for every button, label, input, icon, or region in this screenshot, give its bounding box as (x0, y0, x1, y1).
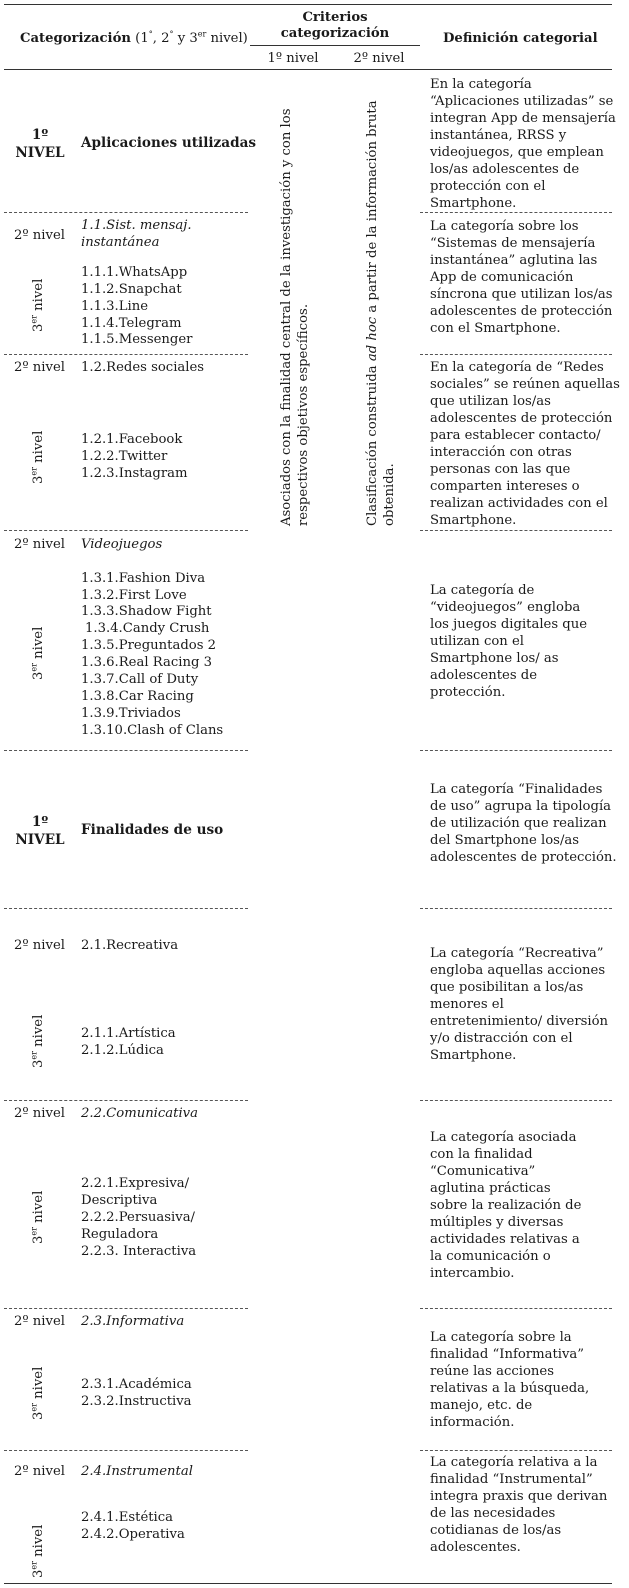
group-2-3-name: 2.3.Informativa (81, 1314, 185, 1329)
item-2-2-1b: Descriptiva (81, 1193, 158, 1208)
criterios-rule (250, 45, 420, 46)
group-2-1-level3: 3er nivel (29, 1014, 46, 1068)
col1-levels: (1°, 2° y 3er nivel) (135, 29, 248, 46)
item-1-3-10: 1.3.10.Clash of Clans (81, 723, 224, 738)
item-2-2-1: 2.2.1.Expresiva/ (81, 1176, 190, 1191)
divider-6-def (420, 1308, 612, 1309)
item-2-3-2: 2.3.2.Instructiva (81, 1394, 192, 1409)
item-1-3-9: 1.3.9.Triviados (81, 706, 181, 721)
divider-3-def (420, 530, 612, 531)
divider-5-def (420, 1100, 612, 1101)
group-2-3-level2: 2º nivel (14, 1314, 65, 1329)
divider-1 (4, 212, 248, 213)
group-2-2-definition: La categoría asociada con la finalidad “Comunicativa” aglutina prácticas sobre la realización de múltiples y diversas actividades relativas a la comunicación o intercambio. (430, 1130, 582, 1281)
group-1-3-level2: 2º nivel (14, 537, 65, 552)
item-1-1-1: 1.1.1.WhatsApp (81, 265, 188, 280)
group-2-1-level2: 2º nivel (14, 938, 65, 953)
divider-7 (4, 1450, 248, 1451)
group-1-1-name: 1.1.Sist. mensaj. instantánea (81, 218, 192, 250)
divider-7-def (420, 1450, 612, 1451)
header-definicion: Definición categorial (443, 31, 598, 46)
item-1-1-3: 1.1.3.Line (81, 299, 149, 314)
group-2-4-level3: 3er nivel (29, 1524, 46, 1578)
group-2-1-definition: La categoría “Recreativa” engloba aquellas acciones que posibilitan a los/as menores el entretenimiento/ diversión y/o distracción con el Smartphone. (430, 946, 609, 1063)
divider-4-def (420, 908, 612, 909)
group-1-3-name: Videojuegos (81, 537, 163, 552)
group-1-1-level2: 2º nivel (14, 228, 65, 243)
item-1-1-4: 1.1.4.Telegram (81, 316, 182, 331)
section2-definition: La categoría “Finalidades de uso” agrupa la tipología de utilización que realizan del Smartphone los/as adolescentes de protección. (430, 782, 617, 865)
item-1-3-2: 1.3.2.First Love (81, 588, 187, 603)
header-criterios-line1: Criterios (302, 10, 368, 25)
divider-section (4, 750, 248, 751)
group-2-4-definition: La categoría relativa a la finalidad “Instrumental” integra praxis que derivan de las necesidades cotidianas de los/as adolescentes. (430, 1455, 608, 1555)
criteria-second-level: Clasificación construida ad hoc a partir de la información bruta obtenida. (365, 100, 397, 526)
item-1-3-4: 1.3.4.Candy Crush (85, 621, 210, 636)
divider-1-def (420, 212, 612, 213)
group-1-1-level3: 3er nivel (29, 278, 46, 332)
item-1-1-2: 1.1.2.Snapchat (81, 282, 182, 297)
group-2-2-level3: 3er nivel (29, 1190, 46, 1244)
group-2-1-name: 2.1.Recreativa (81, 938, 179, 953)
group-1-3-level3: 3er nivel (29, 626, 46, 680)
item-2-2-2: 2.2.2.Persuasiva/ (81, 1210, 195, 1225)
item-1-2-2: 1.2.2.Twitter (81, 449, 168, 464)
divider-6 (4, 1308, 248, 1309)
section2-title: Finalidades de uso (81, 822, 224, 838)
divider-5 (4, 1100, 248, 1101)
criteria-first-level: Asociados con la finalidad central de la investigación y con los respectivos objetivos específicos. (279, 108, 311, 526)
item-1-1-5: 1.1.5.Messenger (81, 332, 193, 347)
item-1-3-5: 1.3.5.Preguntados 2 (81, 638, 217, 653)
divider-4 (4, 908, 248, 909)
section1-definition: En la categoría “Aplicaciones utilizadas” se integran App de mensajería instantánea, RRSS y videojuegos, que emplean los/as adolescentes de protección con el Smartphone. (430, 77, 616, 211)
item-2-4-1: 2.4.1.Estética (81, 1510, 174, 1525)
divider-3 (4, 530, 248, 531)
item-2-2-2b: Reguladora (81, 1227, 159, 1242)
header-rule (4, 69, 612, 70)
group-1-2-level3: 3er nivel (29, 430, 46, 484)
bottom-rule (4, 1583, 612, 1584)
group-2-3-definition: La categoría sobre la finalidad “Informativa” reúne las acciones relativas a la búsqueda, manejo, etc. de información. (430, 1330, 590, 1430)
item-2-3-1: 2.3.1.Académica (81, 1377, 192, 1392)
item-1-3-3: 1.3.3.Shadow Fight (81, 604, 212, 619)
item-2-1-1: 2.1.1.Artística (81, 1026, 176, 1041)
item-2-1-2: 2.1.2.Lúdica (81, 1043, 164, 1058)
item-1-2-1: 1.2.1.Facebook (81, 432, 183, 447)
group-1-2-name: 1.2.Redes sociales (81, 360, 205, 375)
divider-2-def (420, 354, 612, 355)
group-1-2-level2: 2º nivel (14, 360, 65, 375)
header-categorizacion (20, 30, 248, 47)
group-1-3-definition: La categoría de “videojuegos” engloba los juegos digitales que utilizan con el Smartphone los/ as adolescentes de protección. (430, 583, 588, 700)
group-1-2-definition: En la categoría de “Redes sociales” se reúnen aquellas que utilizan los/as adolescentes de protección para establecer contacto/ interacción con otras personas con las que comparten intereses o realizan actividades con el Smartphone. (430, 360, 620, 528)
item-1-3-7: 1.3.7.Call of Duty (81, 672, 199, 687)
section1-title: Aplicaciones utilizadas (81, 135, 257, 151)
header-sub-nivel2: 2º nivel (353, 51, 405, 66)
header-sub-nivel1: 1º nivel (267, 51, 319, 66)
group-2-4-level2: 2º nivel (14, 1464, 65, 1479)
section1-level-label: 1º NIVEL (15, 127, 65, 161)
item-1-3-8: 1.3.8.Car Racing (81, 689, 194, 704)
divider-2 (4, 354, 248, 355)
item-1-3-1: 1.3.1.Fashion Diva (81, 571, 206, 586)
item-2-2-3: 2.2.3. Interactiva (81, 1244, 197, 1259)
top-rule (4, 4, 612, 5)
col1-title: Categorización (20, 31, 131, 46)
item-2-4-2: 2.4.2.Operativa (81, 1527, 185, 1542)
group-2-2-name: 2.2.Comunicativa (81, 1106, 198, 1121)
group-2-2-level2: 2º nivel (14, 1106, 65, 1121)
item-1-2-3: 1.2.3.Instagram (81, 466, 188, 481)
group-1-1-definition: La categoría sobre los “Sistemas de mensajería instantánea” aglutina las App de comunicación síncrona que utilizan los/as adolescentes de protección con el Smartphone. (430, 219, 613, 336)
item-1-3-6: 1.3.6.Real Racing 3 (81, 655, 212, 670)
divider-section-def (420, 750, 612, 751)
group-2-3-level3: 3er nivel (29, 1366, 46, 1420)
header-criterios-line2: categorización (280, 26, 390, 41)
group-2-4-name: 2.4.Instrumental (81, 1464, 193, 1479)
section2-level-label: 1º NIVEL (15, 814, 65, 848)
